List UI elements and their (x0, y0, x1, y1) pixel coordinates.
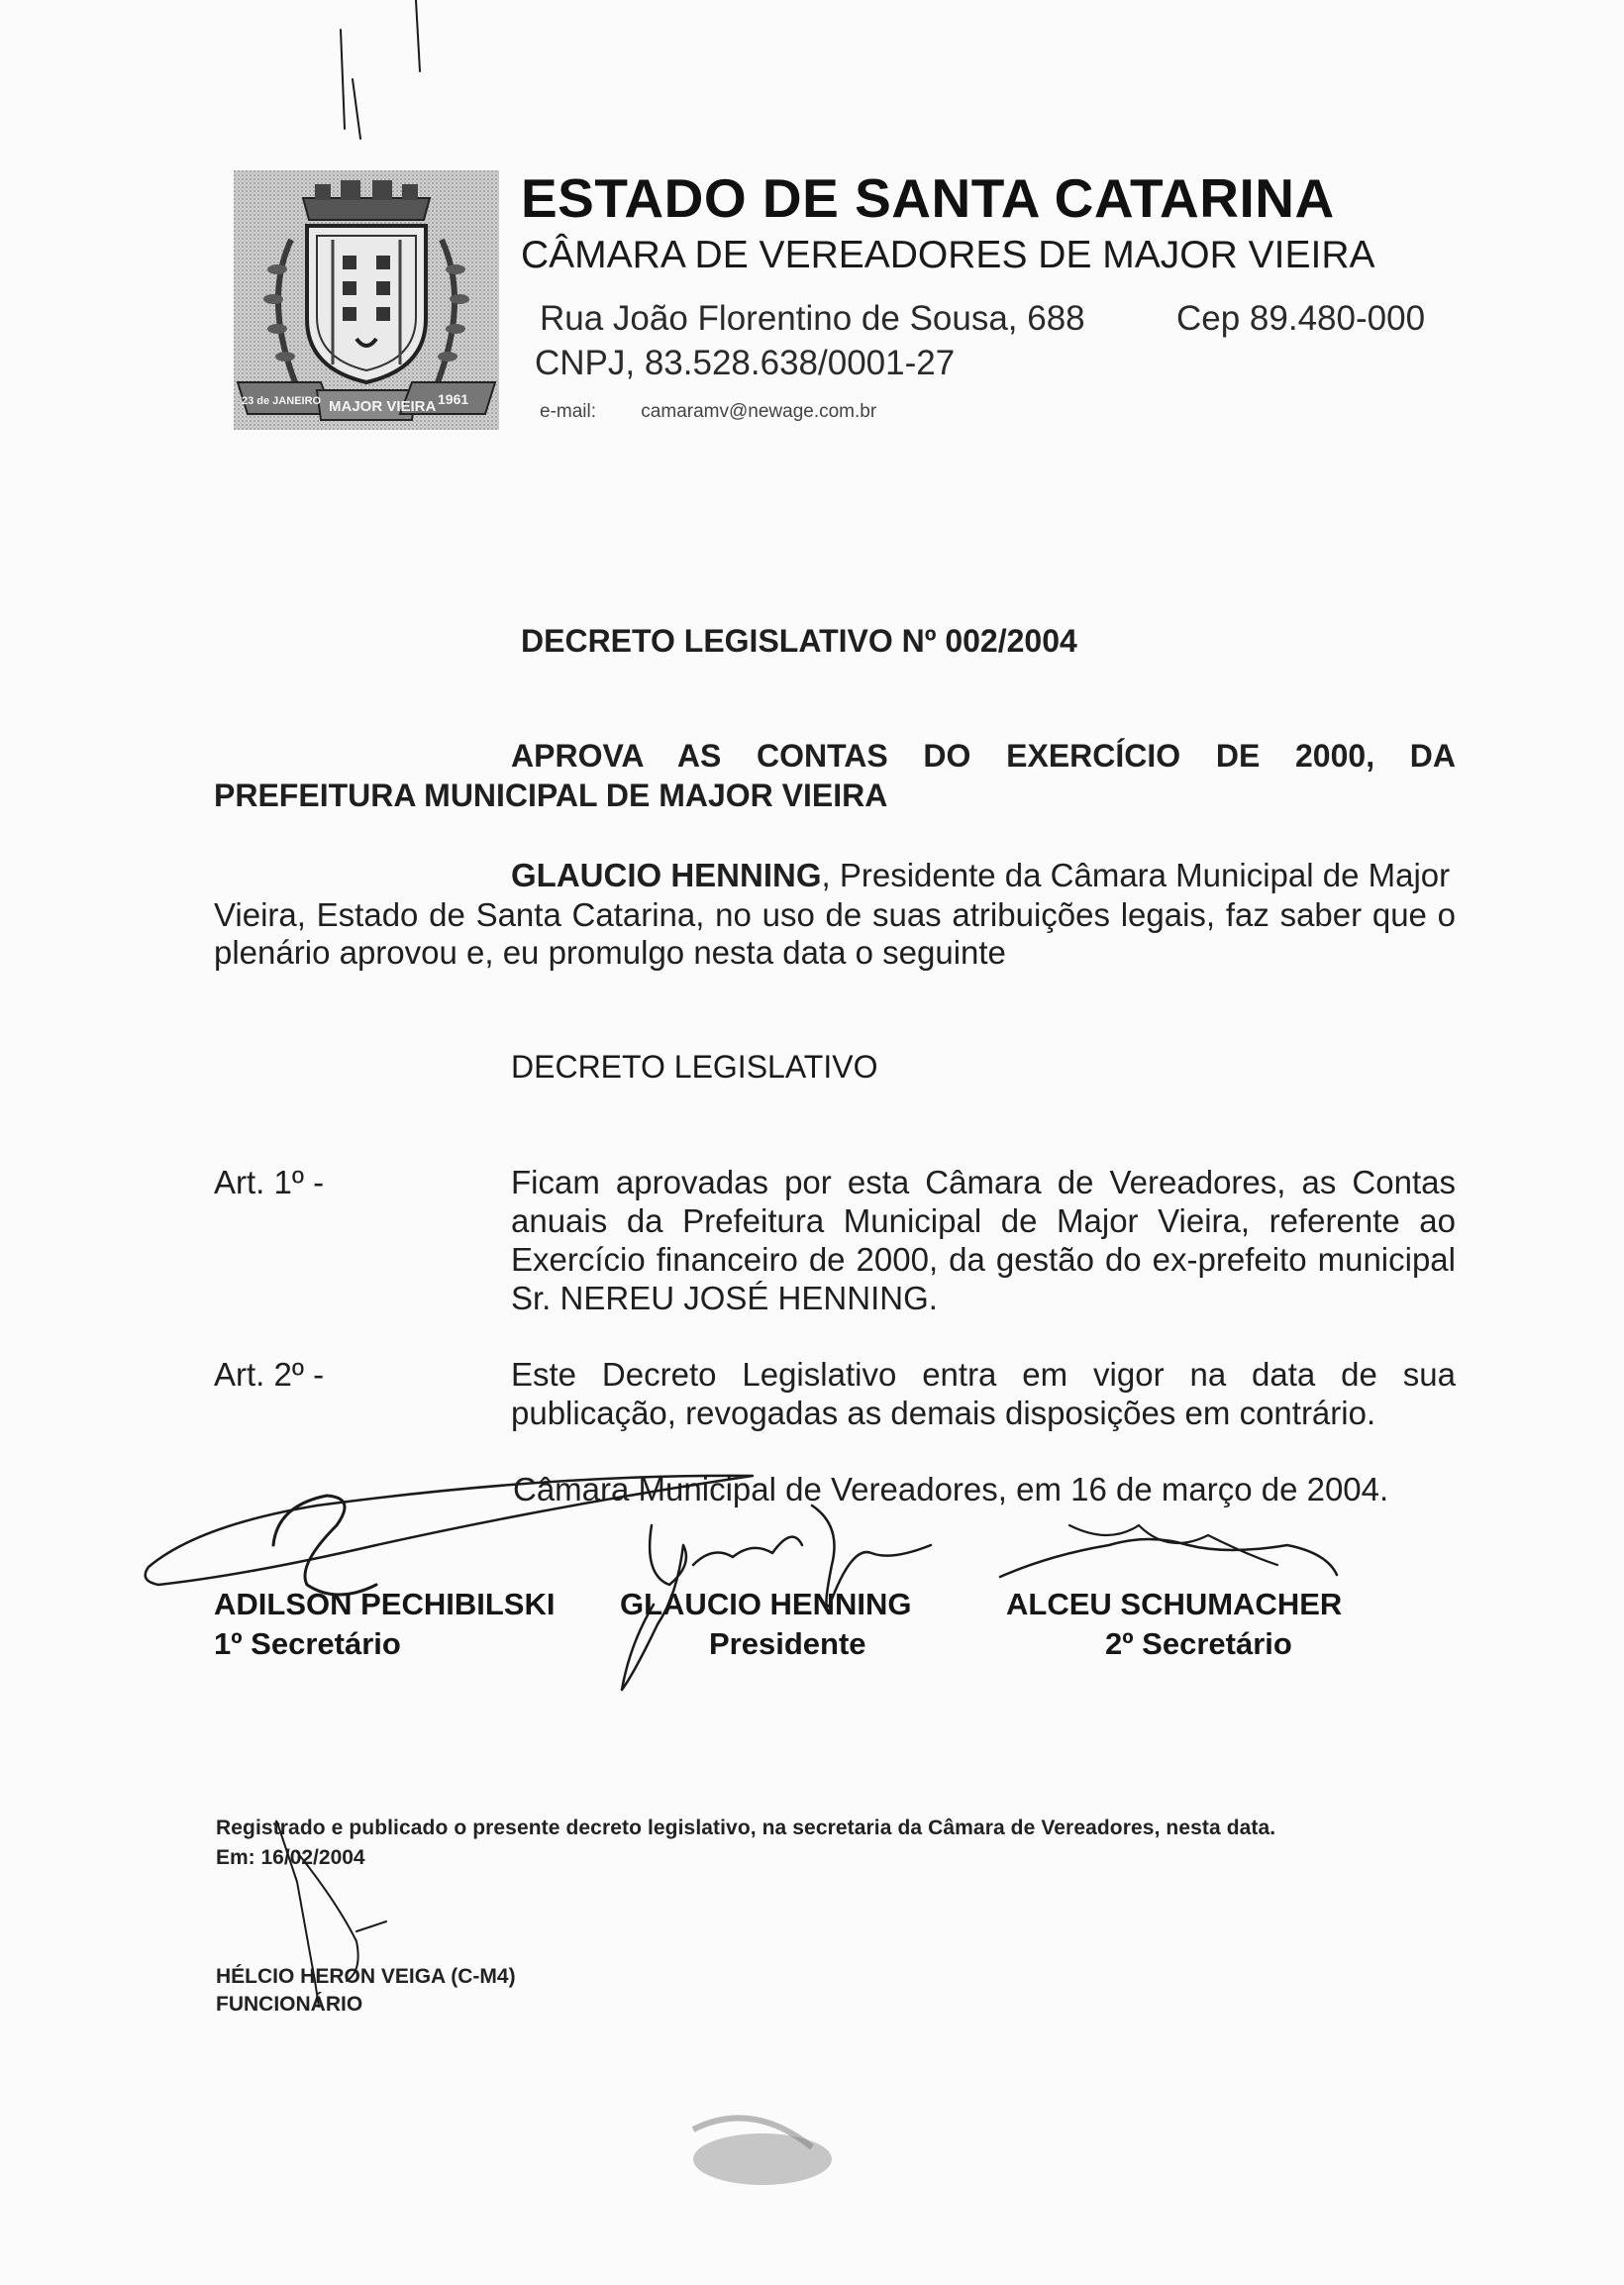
header-subtitle: CÂMARA DE VEREADORES DE MAJOR VIEIRA (521, 234, 1375, 276)
crest-year-text: 1961 (438, 391, 469, 407)
municipal-crest (234, 170, 499, 430)
decree-title: DECRETO LEGISLATIVO Nº 002/2004 (521, 623, 1077, 659)
header-address: Rua João Florentino de Sousa, 688 (540, 299, 1085, 338)
signatory-3-name: ALCEU SCHUMACHER (1006, 1587, 1343, 1621)
header-title: ESTADO DE SANTA CATARINA (521, 167, 1335, 229)
intro-line1-text: , Presidente da Câmara Municipal de Major (821, 857, 1451, 893)
article-2-label: Art. 2º - (214, 1356, 325, 1393)
signature-alceu (1000, 1539, 1337, 1577)
decree-summary-line1: APROVA AS CONTAS DO EXERCÍCIO DE 2000, DA (511, 738, 1456, 774)
official-role: FUNCIONÁRIO (216, 1993, 363, 2016)
signatory-2-name: GLAUCIO HENNING (620, 1587, 912, 1621)
signatory-3-role: 2º Secretário (1105, 1626, 1292, 1661)
signatory-2-role: Presidente (709, 1626, 866, 1661)
header-cep: Cep 89.480-000 (1176, 299, 1426, 338)
article-1-line4: Sr. NEREU JOSÉ HENNING. (511, 1280, 938, 1316)
intro-line2: Vieira, Estado de Santa Catarina, no uso de suas atribuições legais, faz saber que o (214, 896, 1456, 933)
article-1-line2: anuais da Prefeitura Municipal de Major Vieira, referente ao (511, 1202, 1456, 1239)
official-name: HÉLCIO HERON VEIGA (C-M4) (216, 1965, 516, 1988)
article-1-line1: Ficam aprovadas por esta Câmara de Vereadores, as Contas (511, 1164, 1456, 1200)
registration-text: Registrado e publicado o presente decreto legislativo, na secretaria da Câmara de Vereadores, nesta data. (216, 1817, 1276, 1839)
registration-date: Em: 16/02/2004 (216, 1846, 365, 1869)
header-email-row (540, 401, 876, 423)
crest-date-text: 23 de JANEIRO (242, 395, 322, 407)
decree-summary-line2: PREFEITURA MUNICIPAL DE MAJOR VIEIRA (214, 778, 888, 813)
article-1-line3: Exercício financeiro de 2000, da gestão do ex-prefeito municipal (511, 1241, 1456, 1278)
signatory-1-role: 1º Secretário (214, 1626, 401, 1661)
header-cnpj: CNPJ, 83.528.638/0001-27 (535, 344, 956, 382)
intro-line3: plenário aprovou e, eu promulgo nesta data o seguinte (214, 934, 1006, 971)
stamp-smudge (693, 2133, 832, 2185)
email-address: camaramv@newage.com.br (641, 401, 877, 422)
intro-president-name: GLAUCIO HENNING (511, 857, 822, 893)
place-date: Câmara Municipal de Vereadores, em 16 de março de 2004. (513, 1471, 1389, 1507)
intro-line1 (511, 856, 1450, 894)
signatory-1-name: ADILSON PECHIBILSKI (214, 1587, 556, 1621)
article-2-line1: Este Decreto Legislativo entra em vigor na data de sua (511, 1356, 1456, 1393)
email-label: e-mail: (540, 401, 597, 422)
crest-name-text: MAJOR VIEIRA (329, 398, 437, 415)
section-title: DECRETO LEGISLATIVO (511, 1049, 878, 1085)
article-1-label: Art. 1º - (214, 1164, 325, 1200)
article-2-line2: publicação, revogadas as demais disposições em contrário. (511, 1395, 1376, 1431)
